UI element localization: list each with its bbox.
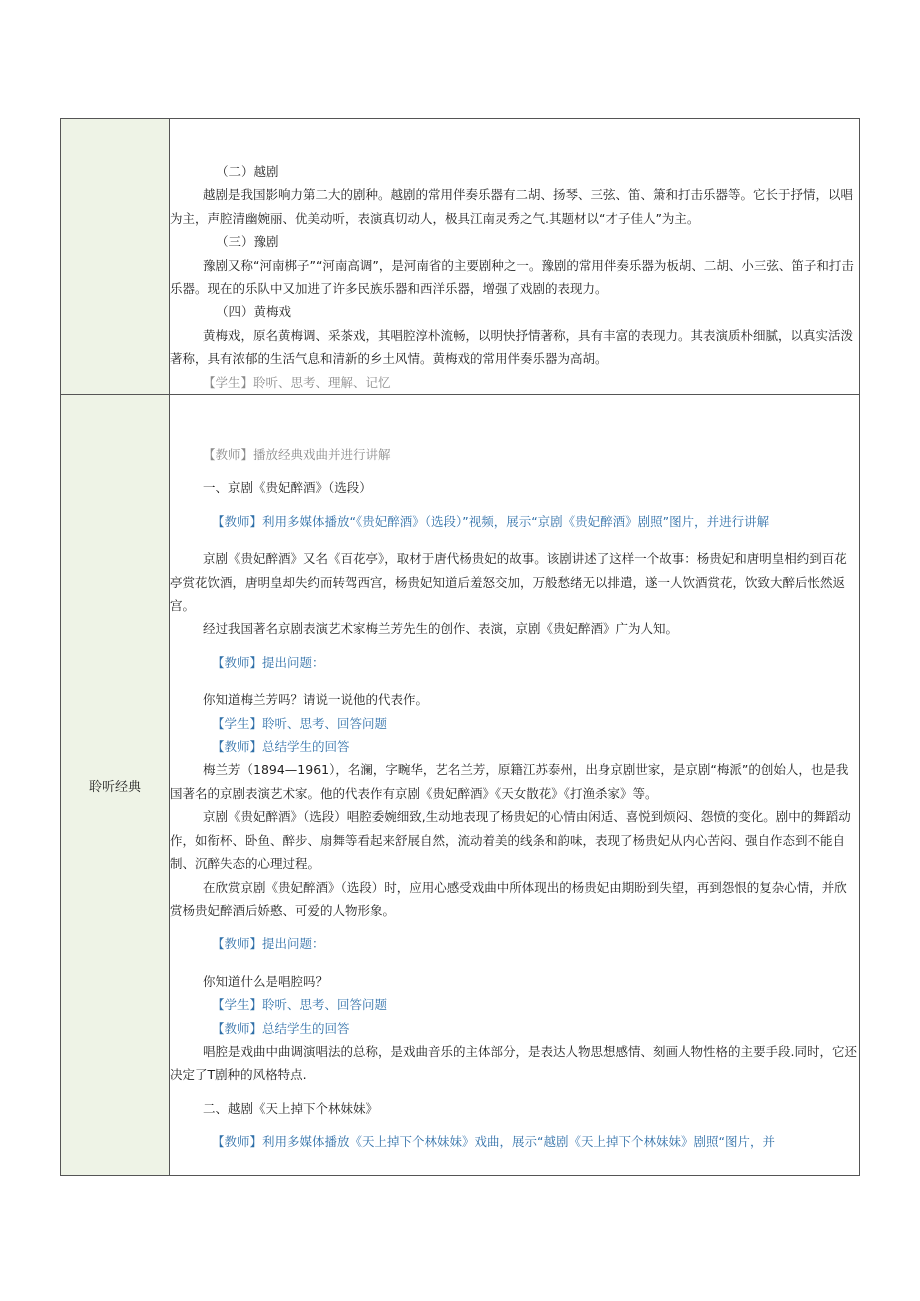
- question-text: 你知道梅兰芳吗？请说一说他的代表作。: [203, 692, 429, 708]
- student-response: 【学生】聆听、思考、回答问题: [212, 997, 388, 1013]
- heading-huangmeixi: （四）黄梅戏: [216, 304, 292, 320]
- section-heading: 一、京剧《贵妃醉酒》（选段）: [203, 480, 372, 496]
- paragraph-yuju: 豫剧又称“河南梆子”“河南高调”，是河南省的主要剧种之一。豫剧的常用伴奏乐器为板胡、二胡、小三弦、笛子和打击乐器。现在的乐队中又加进了许多民族乐器和西洋乐器，增强了戏剧的表现力。: [170, 257, 854, 297]
- heading-yueju: （二）越剧: [216, 164, 279, 179]
- heading-yuju: （三）豫剧: [216, 234, 279, 250]
- teacher-instruction: 【教师】利用多媒体播放《天上掉下个林妹妹》戏曲，展示“越剧《天上掉下个林妹妹》剧照“图片，并: [212, 1134, 775, 1150]
- table-row: [61, 395, 860, 1176]
- paragraph-yueju: 越剧是我国影响力第二大的剧种。越剧的常用伴奏乐器有二胡、扬琴、三弦、笛、箫和打击乐器等。它长于抒情，以唱为主，声腔清幽婉丽、优美动听，表演真切动人，极具江南灵秀之气.其题材以“才子佳人”为主。: [170, 187, 854, 226]
- teacher-summary: 【教师】总结学生的回答: [212, 1020, 350, 1036]
- teacher-question: 【教师】提出问题：: [212, 654, 325, 670]
- teacher-question: 【教师】提出问题：: [212, 936, 325, 952]
- row-label: 聆听经典: [61, 395, 170, 1176]
- table-row: [61, 119, 860, 395]
- teacher-summary: 【教师】总结学生的回答: [212, 739, 350, 755]
- row-content: [170, 395, 860, 1176]
- paragraph: 梅兰芳（1894—1961），名澜，字畹华，艺名兰芳，原籍江苏泰州，出身京剧世家，是京剧“梅派”的创始人，也是我国著名的京剧表演艺术家。他的代表作有京剧《贵妃醉酒》《天女散花》《打渔杀家》等。: [170, 762, 849, 801]
- paragraph: 京剧《贵妃醉酒》（选段）唱腔委婉细致,生动地表现了杨贵妃的心情由闲适、喜悦到烦闷、怨愤的变化。剧中的舞蹈动作，如衔杯、卧鱼、醉步、扇舞等看起来舒展自然，流动着美的线条和韵味，表现了杨贵妃从内心苦闷、强自作态到不能自制、沉醉失态的心理过程。: [170, 809, 851, 872]
- teacher-note: 【教师】播放经典戏曲并进行讲解: [203, 447, 391, 462]
- teacher-instruction: 【教师】利用多媒体播放“《贵妃醉酒》（选段）”视频，展示“京剧《贵妃醉酒》剧照”图片，并进行讲解: [212, 513, 770, 529]
- lesson-table: [60, 118, 860, 1176]
- row-content: [170, 119, 860, 395]
- row-label-empty: [61, 119, 170, 395]
- student-note: 【学生】聆听、思考、理解、记忆: [203, 374, 391, 390]
- paragraph: 京剧《贵妃醉酒》又名《百花亭》，取材于唐代杨贵妃的故事。该剧讲述了这样一个故事：杨贵妃和唐明皇相约到百花亭赏花饮酒，唐明皇却失约而转驾西宫，杨贵妃知道后羞怒交加，万般愁绪无以排遣，遂一人饮酒赏花，饮致大醉后怅然返宫。: [170, 551, 847, 614]
- paragraph: 经过我国著名京剧表演艺术家梅兰芳先生的创作、表演，京剧《贵妃醉酒》广为人知。: [203, 621, 679, 637]
- question-text: 你知道什么是唱腔吗？: [203, 973, 329, 989]
- paragraph-huangmeixi: 黄梅戏，原名黄梅调、采茶戏，其唱腔淳朴流畅，以明快抒情著称，具有丰富的表现力。其表演质朴细腻，以真实活泼著称，具有浓郁的生活气息和清新的乡土风情。黄梅戏的常用伴奏乐器为高胡。: [170, 327, 854, 367]
- student-response: 【学生】聆听、思考、回答问题: [212, 715, 388, 731]
- paragraph: 在欣赏京剧《贵妃醉酒》（选段）时，应用心感受戏曲中所体现出的杨贵妃由期盼到失望，再到怨恨的复杂心情，并欣赏杨贵妃醉酒后娇憨、可爱的人物形象。: [170, 879, 847, 918]
- section-heading: 二、越剧《天上掉下个林妹妹》: [203, 1100, 379, 1116]
- paragraph: 唱腔是戏曲中曲调演唱法的总称，是戏曲音乐的主体部分，是表达人物思想感情、刻画人物性格的主要手段.同时，它还决定了T剧种的风格特点.: [170, 1043, 857, 1083]
